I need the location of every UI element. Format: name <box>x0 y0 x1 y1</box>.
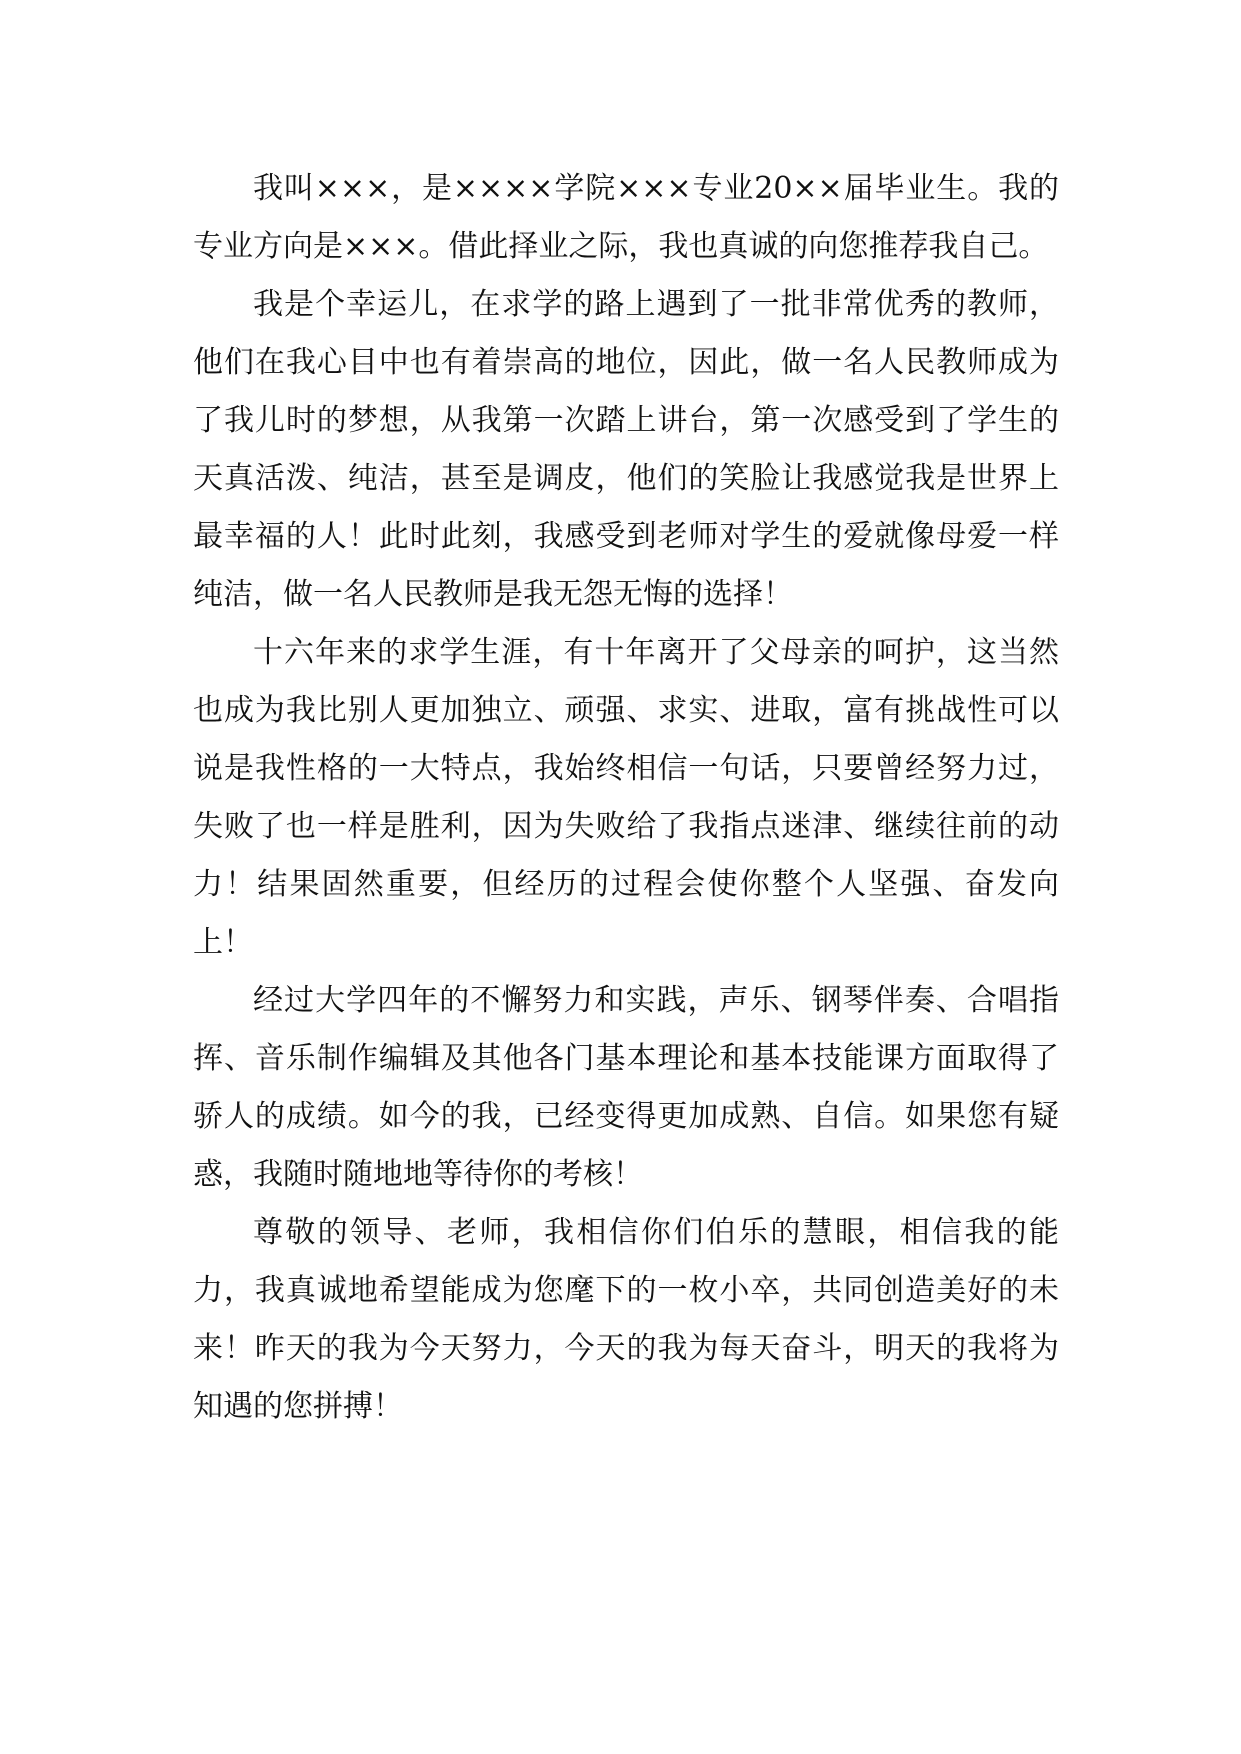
paragraph-introduction: 我叫×××，是××××学院×××专业20××届毕业生。我的专业方向是×××。借此择业之际，我也真诚的向您推荐我自己。 <box>193 171 1059 264</box>
letter-body <box>193 160 1059 1436</box>
paragraph-teaching-dream: 我是个幸运儿，在求学的路上遇到了一批非常优秀的教师，他们在我心目中也有着崇高的地位，因此，做一名人民教师成为了我儿时的梦想，从我第一次踏上讲台，第一次感受到了学生的天真活泼、纯洁，甚至是调皮，他们的笑脸让我感觉我是世界上最幸福的人！此时此刻，我感受到老师对学生的爱就像母爱一样纯洁，做一名人民教师是我无怨无悔的选择！ <box>193 287 1059 612</box>
paragraph-closing: 尊敬的领导、老师，我相信你们伯乐的慧眼，相信我的能力，我真诚地希望能成为您麾下的一枚小卒，共同创造美好的未来！昨天的我为今天努力，今天的我为每天奋斗，明天的我将为知遇的您拼搏！ <box>193 1215 1059 1424</box>
paragraph-character: 十六年来的求学生涯，有十年离开了父母亲的呵护，这当然也成为我比别人更加独立、顽强、求实、进取，富有挑战性可以说是我性格的一大特点，我始终相信一句话，只要曾经努力过，失败了也一样是胜利，因为失败给了我指点迷津、继续往前的动力！结果固然重要，但经历的过程会使你整个人坚强、奋发向上！ <box>193 635 1059 960</box>
paragraph-achievements: 经过大学四年的不懈努力和实践，声乐、钢琴伴奏、合唱指挥、音乐制作编辑及其他各门基本理论和基本技能课方面取得了骄人的成绩。如今的我，已经变得更加成熟、自信。如果您有疑惑，我随时随地地等待你的考核！ <box>193 983 1059 1192</box>
